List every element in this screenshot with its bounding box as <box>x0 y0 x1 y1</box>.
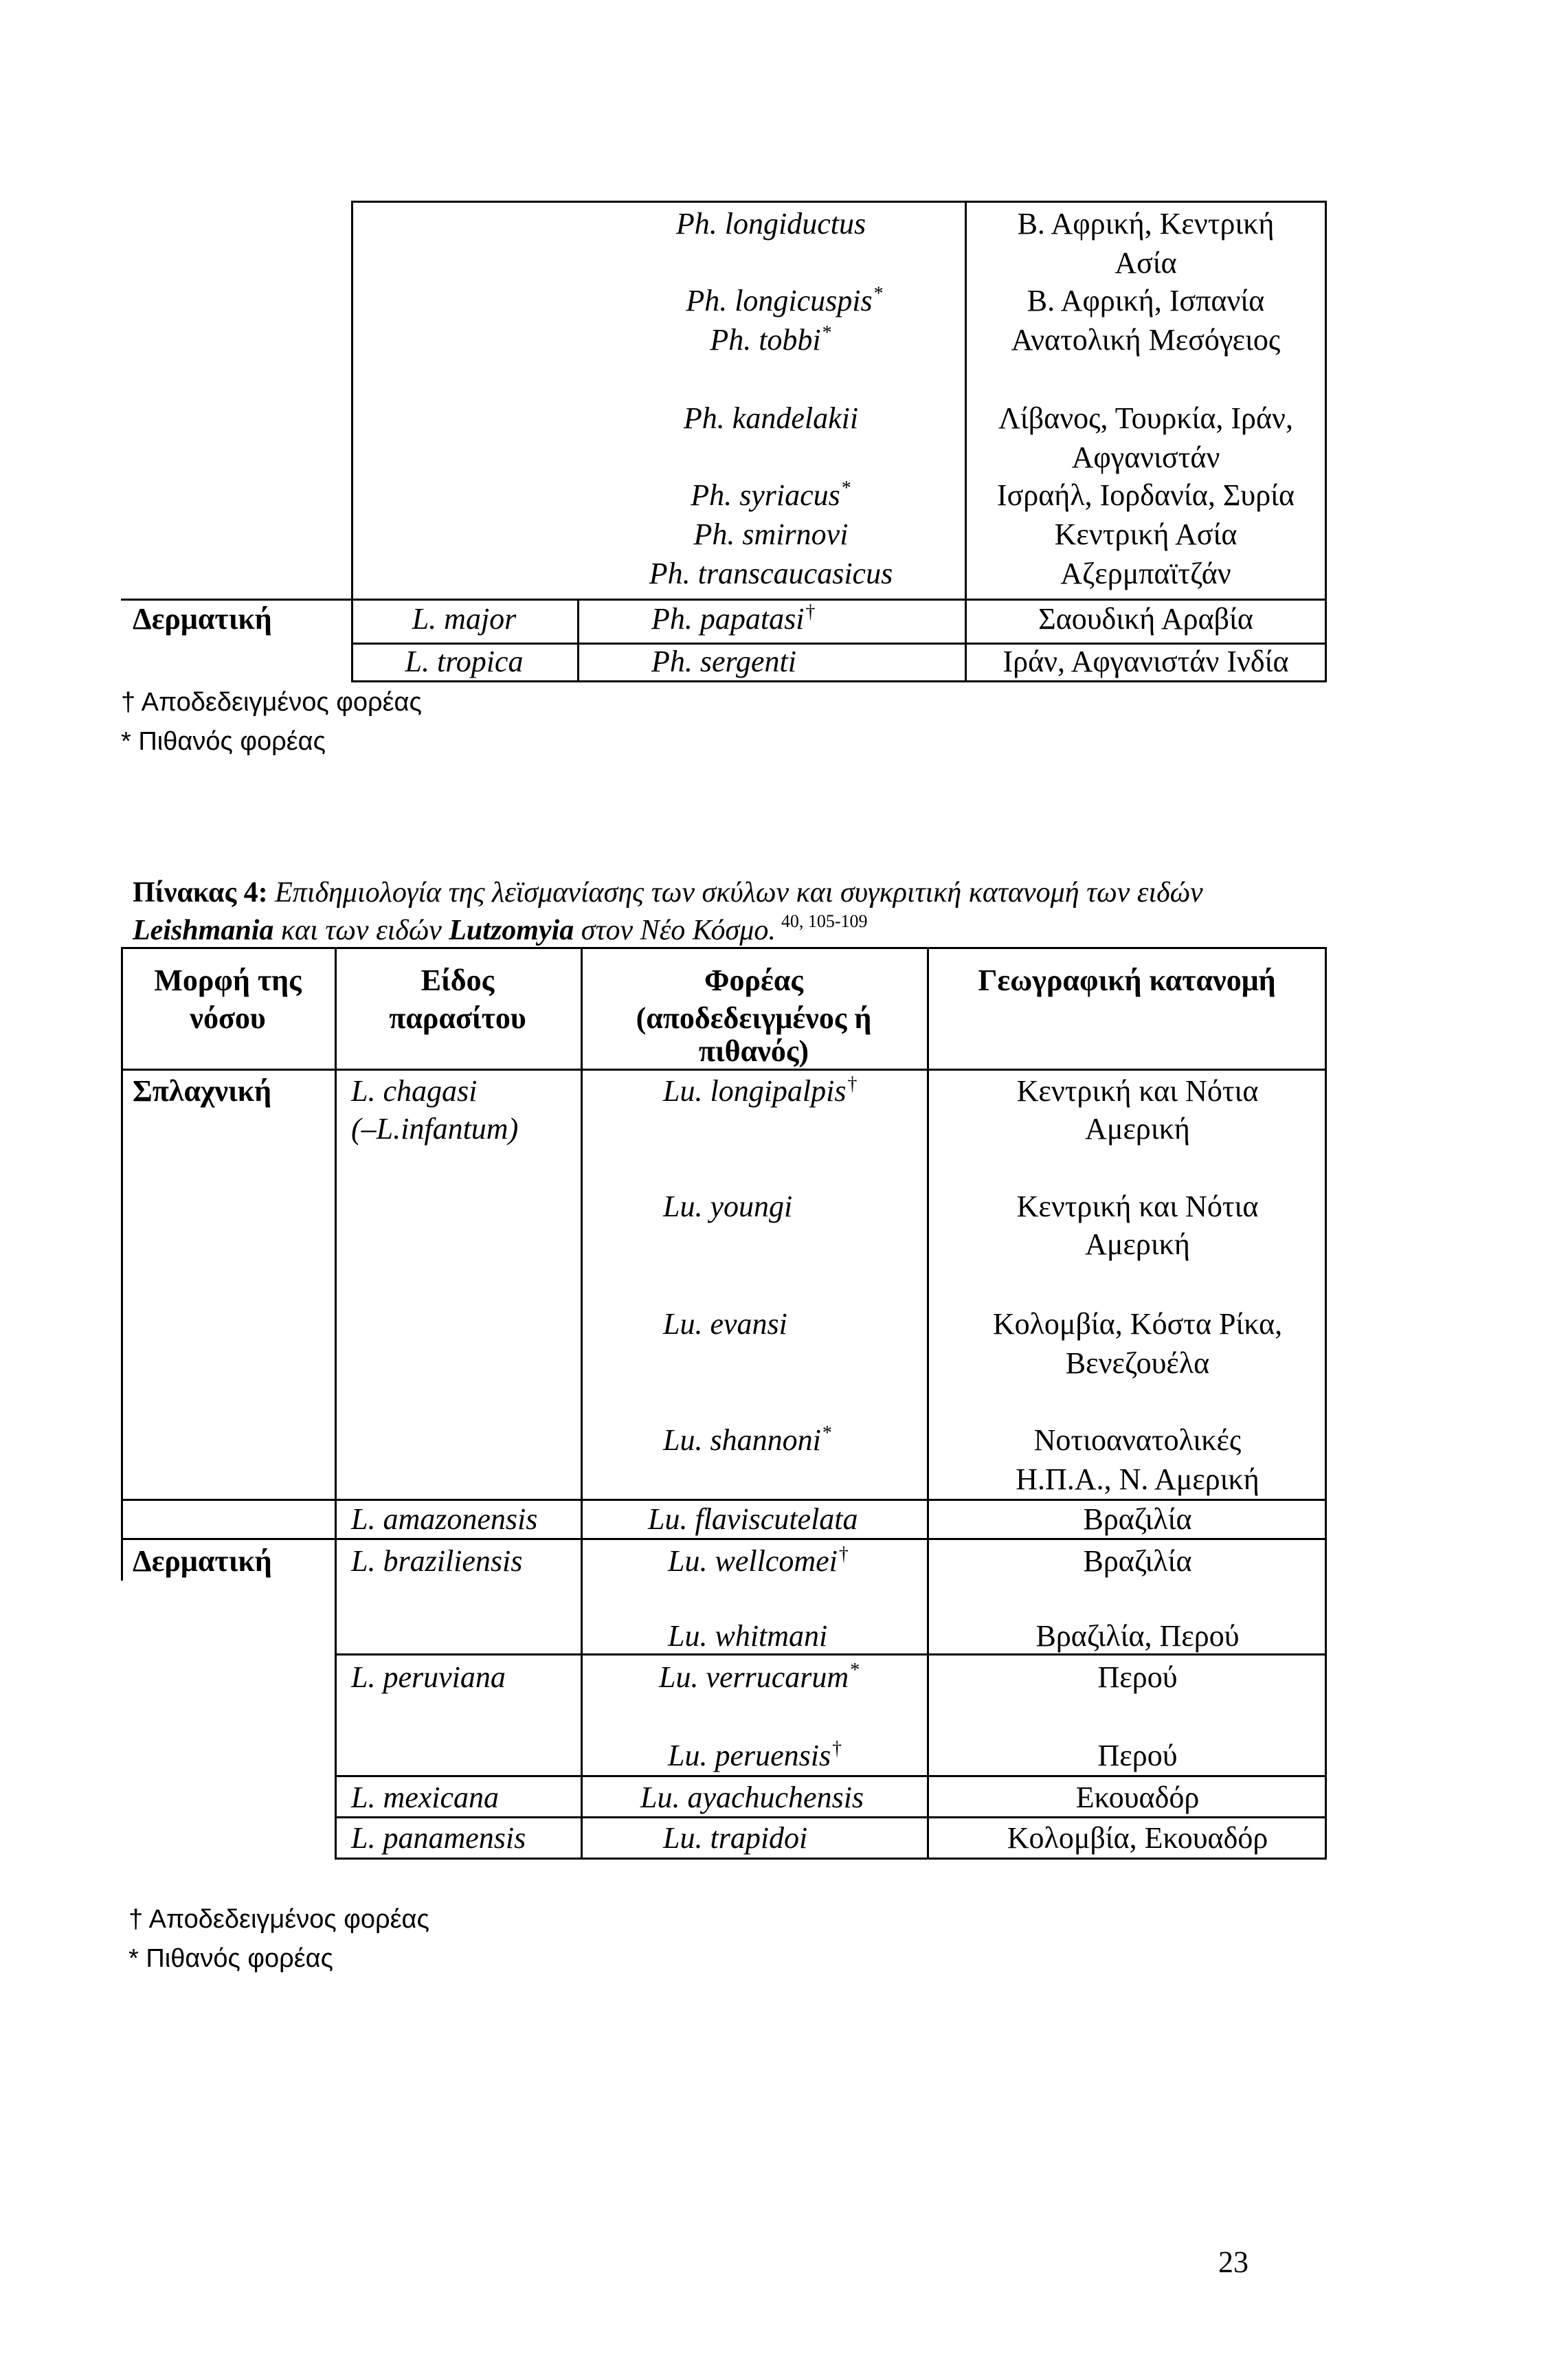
footnote-proven-vector: † Αποδεδειγμένος φορέας <box>128 1905 429 1934</box>
table-header-line <box>121 1069 1327 1071</box>
disease-form: Σπλαχνική <box>133 1074 272 1108</box>
distribution-line: Αφγανιστάν <box>1071 441 1220 474</box>
vector-name: Lu. verrucarum <box>659 1660 849 1694</box>
vector-cell <box>577 403 965 434</box>
distribution-line: Λίβανος, Τουρκία, Ιράν, <box>998 401 1293 435</box>
distribution-line: Κολομβία, Κόστα Ρίκα, <box>992 1307 1283 1341</box>
distribution-line: Σαουδική Αραβία <box>1038 602 1253 636</box>
vector-name: Lu. shannoni <box>663 1423 821 1457</box>
caption-text: στον Νέο Κόσμο. <box>581 915 776 946</box>
table-row-line <box>335 1816 1327 1818</box>
parasite-species-synonym: (–L.infantum) <box>351 1112 519 1146</box>
vector-cell <box>640 1783 864 1813</box>
vector-name: Lu. ayachuchensis <box>640 1781 864 1814</box>
table-row-line <box>121 599 1327 601</box>
caption-text: και των ειδών <box>280 915 442 946</box>
table-column-line <box>335 947 337 1860</box>
parasite-species: L. major <box>412 602 517 636</box>
distribution-line: Κεντρική και Νότια <box>1016 1190 1259 1223</box>
vector-name: Lu. wellcomei <box>668 1544 838 1578</box>
footnote-probable-vector: * Πιθανός φορέας <box>121 727 326 756</box>
vector-name: Lu. whitmani <box>668 1619 828 1653</box>
table-label: Πίνακας 4: <box>133 877 268 908</box>
header-disease-form: νόσου <box>190 1001 266 1035</box>
parasite-species: L. tropica <box>405 645 524 678</box>
table-row-line <box>121 1538 1327 1540</box>
vector-mark: † <box>805 601 816 623</box>
distribution-line: Κεντρική και Νότια <box>1016 1074 1259 1108</box>
header-parasite-species: Είδος <box>421 963 495 997</box>
vector-mark: * <box>850 1660 860 1681</box>
table-caption-line-1 <box>133 878 1203 907</box>
distribution-line: Νοτιοανατολικές <box>1033 1423 1242 1457</box>
distribution-line: Αζερμπαϊτζάν <box>1060 557 1231 590</box>
vector-cell <box>651 647 796 677</box>
vector-name: Lu. peruensis <box>668 1739 831 1772</box>
caption-genus: Leishmania <box>133 915 274 946</box>
distribution-line: Ιράν, Αφγανιστάν Ινδία <box>1003 645 1289 678</box>
distribution-line: Β. Αφρική, Κεντρική <box>1017 207 1275 241</box>
table-column-line <box>927 947 929 1860</box>
vector-mark: † <box>838 1543 849 1565</box>
vector-name: Ph. syriacus <box>691 478 840 512</box>
vector-name: Ph. longiductus <box>675 207 866 241</box>
footnote-probable-vector: * Πιθανός φορέας <box>128 1944 333 1973</box>
parasite-species: L. panamensis <box>351 1821 526 1855</box>
distribution-line: Κολομβία, Εκουαδόρ <box>1007 1821 1268 1855</box>
vector-name: Lu. evansi <box>663 1307 787 1341</box>
parasite-species: L. mexicana <box>351 1781 500 1814</box>
distribution-line: Η.Π.Α., Ν. Αμερική <box>1016 1462 1259 1496</box>
vector-mark: * <box>822 322 832 344</box>
table-row-line <box>335 1653 1327 1655</box>
header-disease-form: Μορφή της <box>154 963 302 997</box>
vector-cell <box>651 601 816 636</box>
vector-cell <box>577 517 965 551</box>
vector-cell <box>668 1621 827 1651</box>
vector-name: Ph. smirnovi <box>693 517 849 551</box>
vector-name: Lu. trapidoi <box>663 1821 808 1855</box>
distribution-line: Ισραήλ, Ιορδανία, Συρία <box>996 478 1295 512</box>
caption-text: Επιδημιολογία της λεϊσμανίασης των σκύλων και συγκριτική κατανομή των ειδών <box>275 877 1203 908</box>
vector-name: Ph. sergenti <box>651 645 796 678</box>
header-vector: πιθανός) <box>698 1034 809 1068</box>
vector-cell <box>648 1504 858 1535</box>
vector-mark: † <box>847 1073 858 1095</box>
distribution-line: Β. Αφρική, Ισπανία <box>1027 284 1265 317</box>
distribution-line: Κεντρική Ασία <box>1054 517 1237 551</box>
vector-cell <box>577 322 965 357</box>
vector-name: Ph. papatasi <box>651 602 805 636</box>
distribution-line: Βενεζουέλα <box>1065 1346 1210 1380</box>
vector-name: Lu. longipalpis <box>663 1074 847 1108</box>
vector-name: Ph. transcaucasicus <box>649 557 893 590</box>
vector-cell <box>591 283 978 317</box>
distribution-line: Αμερική <box>1085 1112 1190 1146</box>
distribution-line: Αμερική <box>1085 1227 1190 1261</box>
distribution-line: Βραζιλία <box>1083 1502 1192 1536</box>
vector-cell <box>663 1425 832 1456</box>
vector-cell <box>663 1823 807 1853</box>
distribution-line: Περού <box>1097 1660 1178 1694</box>
vector-cell <box>663 1192 792 1222</box>
table-border-bottom <box>335 1858 1327 1860</box>
vector-mark: * <box>841 478 851 499</box>
vector-name: Lu. flaviscutelata <box>648 1502 858 1536</box>
caption-genus: Lutzomyia <box>449 915 574 946</box>
vector-cell <box>577 480 965 511</box>
vector-cell <box>663 1073 858 1108</box>
caption-references: 40, 105-109 <box>781 911 868 931</box>
distribution-line: Ανατολική Μεσόγειος <box>1011 323 1281 357</box>
vector-cell <box>659 1662 860 1693</box>
table-caption-line-2 <box>133 911 868 946</box>
vector-mark: * <box>822 1423 832 1444</box>
vector-name: Lu. youngi <box>663 1190 793 1223</box>
vector-cell <box>663 1309 787 1339</box>
vector-cell <box>668 1738 842 1772</box>
table-border-left <box>121 947 123 1581</box>
vector-mark: † <box>832 1738 842 1759</box>
distribution-line: Εκουαδόρ <box>1075 1781 1200 1814</box>
disease-form: Δερματική <box>133 602 272 636</box>
distribution-line: Περού <box>1097 1739 1178 1772</box>
distribution-line: Βραζιλία <box>1083 1544 1192 1578</box>
header-vector: (αποδεδειγμένος ή <box>636 1001 872 1035</box>
distribution-line: Ασία <box>1115 246 1177 280</box>
header-distribution: Γεωγραφική κατανομή <box>978 963 1276 997</box>
table-border-top <box>121 947 1327 949</box>
parasite-species: L. peruviana <box>351 1660 506 1694</box>
vector-mark: * <box>873 283 884 304</box>
parasite-species: L. braziliensis <box>351 1544 523 1578</box>
header-vector: Φορέας <box>704 963 803 997</box>
table-border-bottom <box>351 680 1327 682</box>
table-column-line <box>581 947 583 1860</box>
page-number: 23 <box>1218 2245 1248 2279</box>
vector-cell <box>577 209 965 239</box>
parasite-species: L. amazonensis <box>351 1502 538 1536</box>
vector-cell <box>668 1543 849 1578</box>
vector-name: Ph. kandelakii <box>683 401 859 435</box>
disease-form: Δερματική <box>133 1544 272 1578</box>
vector-name: Ph. tobbi <box>710 323 821 357</box>
footnote-proven-vector: † Αποδεδειγμένος φορέας <box>121 688 422 717</box>
parasite-species: L. chagasi <box>351 1074 478 1108</box>
vector-name: Ph. longicuspis <box>686 284 873 317</box>
table-border-top <box>351 201 1327 203</box>
table-row-line <box>335 1775 1327 1777</box>
table-column-line <box>577 599 579 682</box>
table-row-line <box>121 1499 1327 1501</box>
distribution-line: Βραζιλία, Περού <box>1035 1619 1240 1653</box>
header-parasite-species: παρασίτου <box>389 1001 526 1035</box>
vector-cell <box>577 559 965 589</box>
